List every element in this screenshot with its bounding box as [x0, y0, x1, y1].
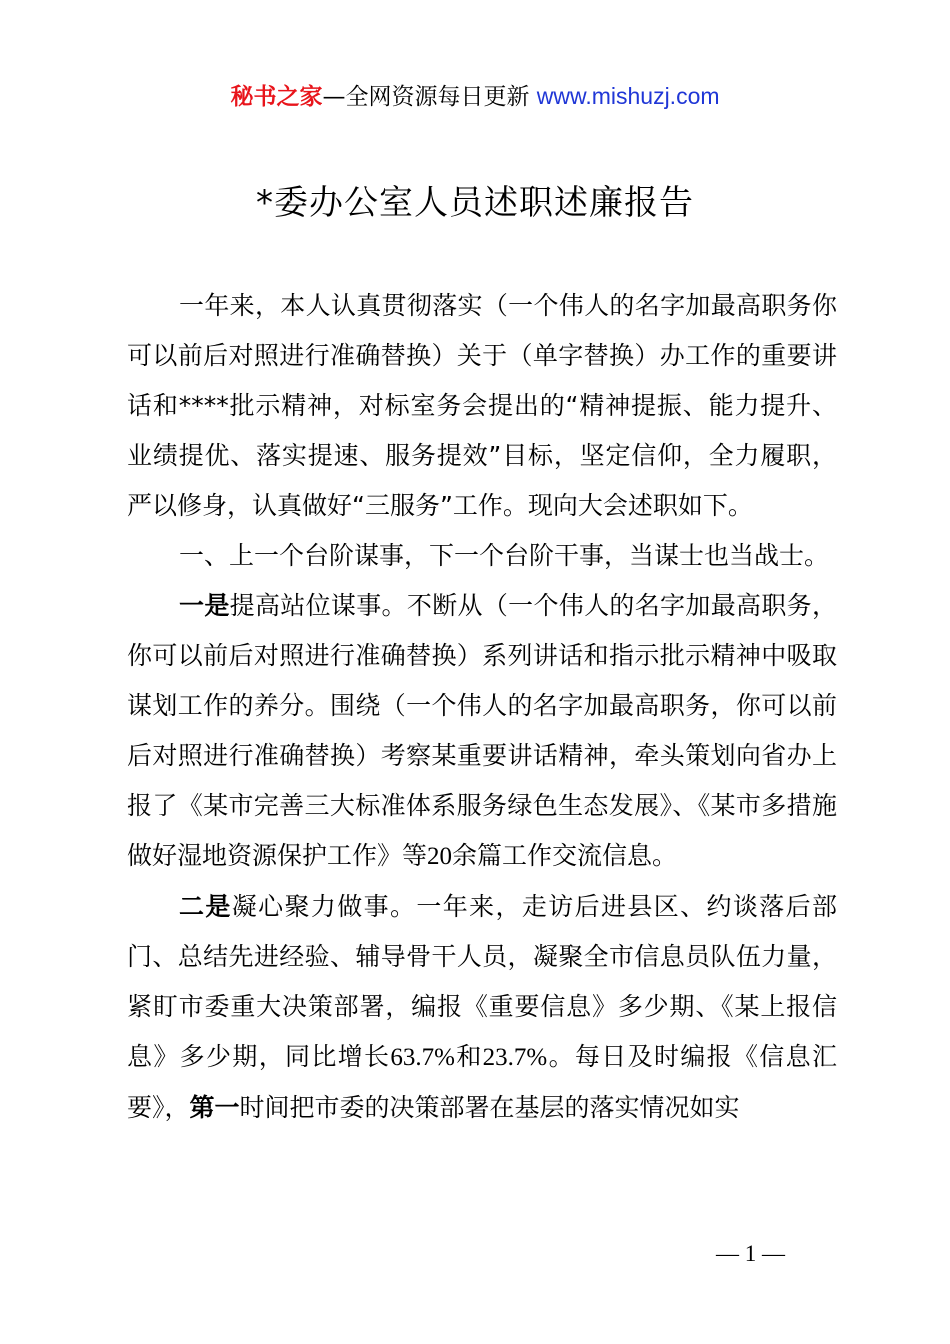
point-two-lead: 二是: [179, 892, 232, 921]
point-one-text-a: 提高站位谋事。不断从（一个伟人的名字加最高职务，你可以前后对照进行准确替换）系列讲话和指示批示精神中吸取谋划工作的养分。围绕（一个伟人的名字加最高职务，你可以前后对照进行准确替换）考察某重要讲话精神，牵头策划向省办上报了《某市完善三大标准体系服务绿色生态发展》、《某市多措施做好湿地资源保护工作》等: [127, 591, 837, 870]
point-two-text-c: 。每日及时编报《信息汇要》，: [127, 1042, 837, 1122]
point-one-paragraph: [127, 581, 837, 882]
point-two-paragraph: [127, 882, 837, 1133]
point-one-lead: 一是: [179, 591, 230, 620]
point-two-lead-2: 第一: [189, 1093, 240, 1122]
site-brand: 秘书之家: [230, 84, 323, 110]
point-one-number: 20: [427, 843, 453, 870]
point-two-text-b: 和: [454, 1042, 483, 1071]
intro-paragraph: 一年来，本人认真贯彻落实（一个伟人的名字加最高职务你可以前后对照进行准确替换）关于（单字替换）办工作的重要讲话和****批示精神，对标室务会提出的“精神提振、能力提升、业绩提优、落实提速、服务提效”目标，坚定信仰，全力履职，严以修身，认真做好“三服务”工作。现向大会述职如下。: [127, 291, 837, 520]
point-one-text-b: 余篇工作交流信息。: [452, 841, 678, 870]
point-two-text-a: 凝心聚力做事。一年来，走访后进县区、约谈落后部门、总结先进经验、辅导骨干人员，凝聚全市信息员队伍力量，紧盯市委重大决策部署，编报《重要信息》多少期、《某上报信息》多少期，同比增长: [127, 892, 837, 1071]
site-banner: [0, 80, 950, 113]
document-body: [127, 281, 837, 1133]
point-two-number-a: 63.7%: [390, 1044, 455, 1071]
site-tagline: —全网资源每日更新: [322, 84, 537, 110]
site-url-link[interactable]: www.mishuzj.com: [536, 83, 720, 109]
document-title: *委办公室人员述职述廉报告: [256, 183, 694, 223]
page-number: — 1 —: [716, 1241, 785, 1266]
section-heading-1: 一、上一个台阶谋事，下一个台阶干事，当谋士也当战士。: [179, 541, 830, 570]
point-two-number-b: 23.7%: [482, 1044, 548, 1071]
point-two-text-d: 时间把市委的决策部署在基层的落实情况如实: [239, 1093, 740, 1122]
